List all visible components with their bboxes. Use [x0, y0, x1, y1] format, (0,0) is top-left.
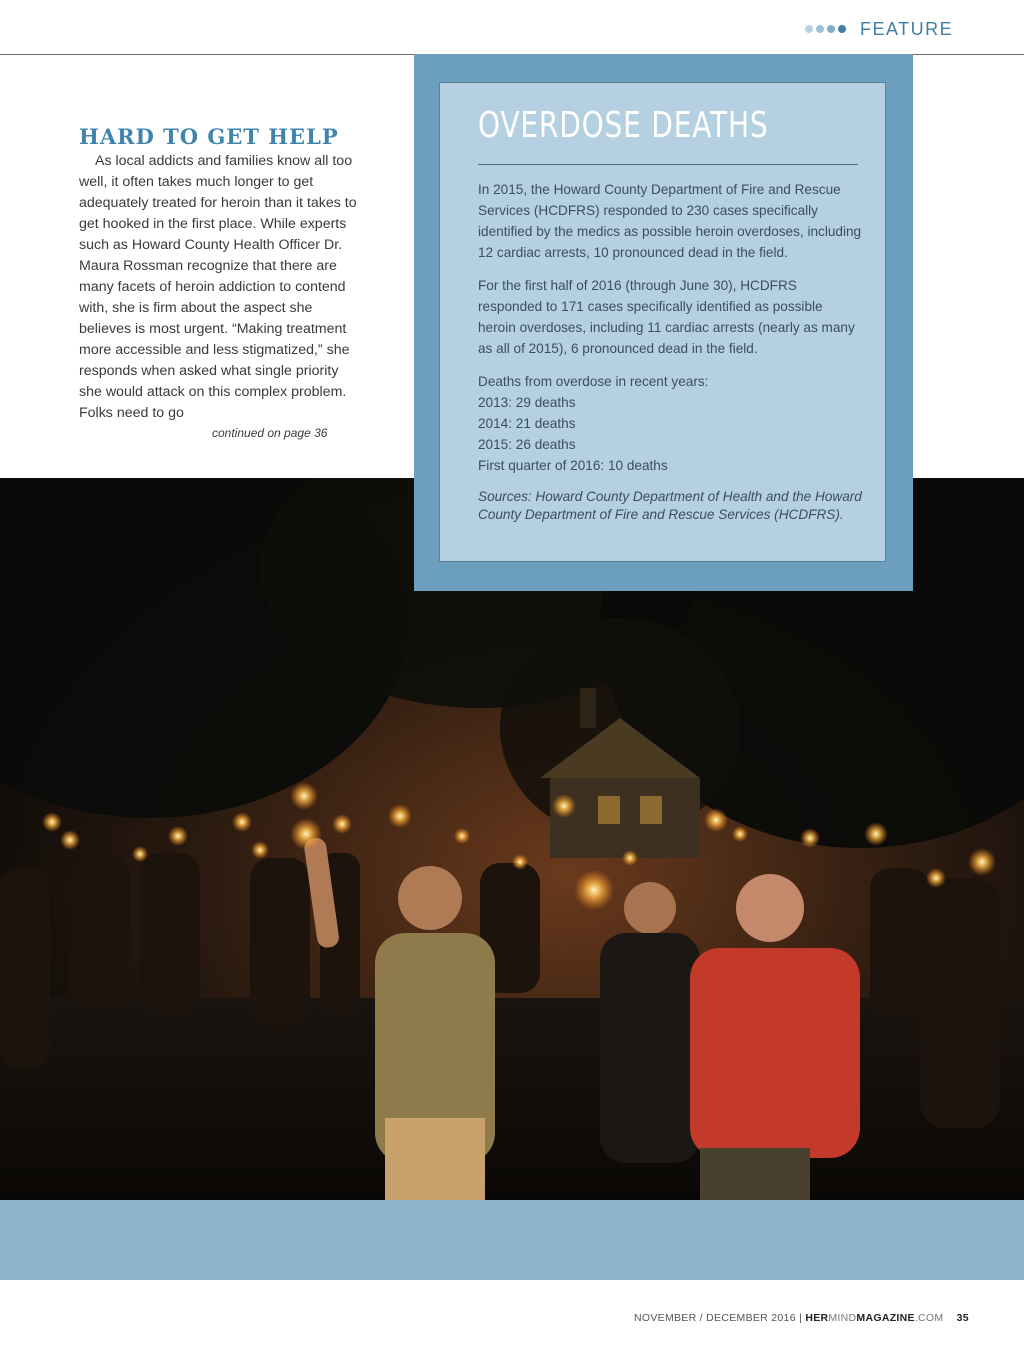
- dot-icon: [838, 25, 846, 33]
- bottom-color-band: [0, 1200, 1024, 1280]
- page-header: [0, 0, 1024, 55]
- list-item: First quarter of 2016: 10 deaths: [478, 458, 668, 473]
- sidebar-frame: [414, 54, 913, 591]
- sidebar-body: [478, 179, 863, 524]
- list-item: 2015: 26 deaths: [478, 437, 576, 452]
- article-body: As local addicts and families know all too well, it often takes much longer to get adequately treated for heroin than it takes to get hooked in the first place. While experts such as Howard County Health Officer Dr. Maura Rossman recognize that there are many facets of heroin addiction to contend with, she is firm about the aspect she believes is most urgent. “Making treatment more accessible and less stigmatized,” she responds when asked what single priority she would attack on this complex problem. Folks need to go: [79, 153, 357, 421]
- deaths-list-heading: Deaths from overdose in recent years:: [478, 374, 709, 389]
- page-number: 35: [956, 1312, 969, 1324]
- article-heading: HARD TO GET HELP: [79, 124, 339, 149]
- sidebar-sources: Sources: Howard County Department of Health and the Howard County Department of Fire and Rescue Services (HCDFRS).: [478, 489, 862, 522]
- deaths-list: [478, 371, 863, 476]
- article-column: [79, 124, 361, 424]
- sidebar-paragraph-1: In 2015, the Howard County Department of Fire and Rescue Services (HCDFRS) responded to 230 cases specifically identified by the medics as possible heroin overdoses, including 12 cardiac arrests, 10 pronounced dead in the field.: [478, 182, 862, 260]
- list-item: 2013: 29 deaths: [478, 395, 576, 410]
- sidebar-paragraph-2: For the first half of 2016 (through June 30), HCDFRS responded to 171 cases specifically identified as possible heroin overdoses, including 11 cardiac arrests (nearly as many as all of 2015), 6 pronounced dead in the field.: [478, 278, 855, 356]
- sidebar-title: OVERDOSE DEATHS: [478, 105, 769, 146]
- sidebar-box: [439, 82, 886, 562]
- site-her: HER: [805, 1312, 829, 1324]
- site-mind: MIND: [828, 1312, 857, 1324]
- dot-icon: [805, 25, 813, 33]
- dot-icon: [816, 25, 824, 33]
- section-label: FEATURE: [860, 19, 954, 39]
- dot-icon: [827, 25, 835, 33]
- sidebar-divider: [478, 164, 858, 165]
- footer-separator: |: [799, 1312, 803, 1324]
- site-com: .COM: [914, 1312, 944, 1324]
- list-item: 2014: 21 deaths: [478, 416, 576, 431]
- issue-date: NOVEMBER / DECEMBER 2016: [634, 1312, 796, 1324]
- section-dots: [805, 25, 846, 33]
- continued-link[interactable]: continued on page 36: [212, 426, 328, 440]
- page-footer: [634, 1312, 969, 1324]
- site-magazine: MAGAZINE: [856, 1312, 915, 1324]
